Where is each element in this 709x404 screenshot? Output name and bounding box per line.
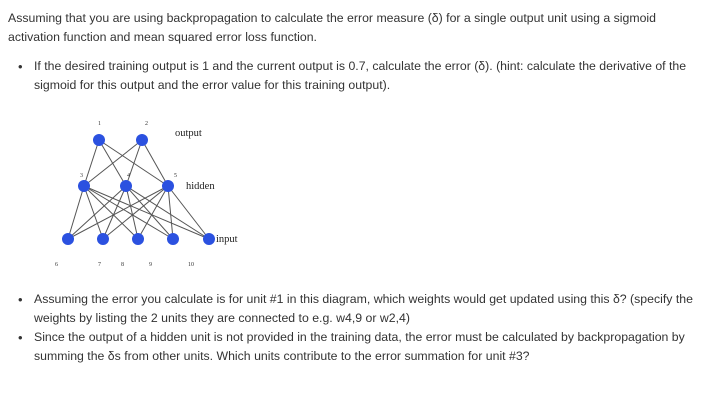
- node-numbers: [55, 121, 194, 268]
- node-6: [62, 233, 74, 245]
- node-number-4: 4: [127, 173, 130, 179]
- layer-labels: [175, 128, 238, 245]
- node-number-7: 7: [98, 262, 101, 268]
- node-number-2: 2: [145, 121, 148, 127]
- question-item: [0, 328, 709, 366]
- node-number-3: 3: [80, 173, 83, 179]
- layer-label-hidden: hidden: [186, 181, 215, 192]
- node-8: [132, 233, 144, 245]
- network-svg: [40, 113, 260, 273]
- bullet-icon: •: [18, 292, 23, 307]
- node-7: [97, 233, 109, 245]
- node-4: [120, 180, 132, 192]
- question-list-bottom: [0, 290, 709, 366]
- layer-label-input: input: [216, 234, 238, 245]
- node-number-5: 5: [174, 173, 177, 179]
- bullet-icon: •: [18, 330, 23, 345]
- node-number-8: 8: [121, 262, 124, 268]
- node-5: [162, 180, 174, 192]
- question-text: Since the output of a hidden unit is not provided in the training data, the error must be calculated by backpropagation by summing the δs from other units. Which units contribute to the error summation for unit #3?: [34, 330, 685, 363]
- question-item: [0, 57, 709, 95]
- layer-label-output: output: [175, 128, 202, 139]
- node-9: [167, 233, 179, 245]
- intro-paragraph: Assuming that you are using backpropagation to calculate the error measure (δ) for a single output unit using a sigmoid activation function and mean squared error loss function.: [8, 11, 657, 44]
- question-list-top: [0, 57, 709, 95]
- question-text: If the desired training output is 1 and the current output is 0.7, calculate the error (δ). (hint: calculate the derivative of the sigmoid for this output and the error value for this training output).: [34, 59, 687, 92]
- bullet-icon: •: [18, 59, 23, 74]
- node-number-10: 10: [188, 262, 194, 268]
- node-3: [78, 180, 90, 192]
- node-10: [203, 233, 215, 245]
- node-number-9: 9: [149, 262, 152, 268]
- node-number-6: 6: [55, 262, 58, 268]
- neural-network-diagram: [40, 113, 260, 278]
- node-number-1: 1: [98, 121, 101, 127]
- node-1: [93, 134, 105, 146]
- node-2: [136, 134, 148, 146]
- question-item: [0, 290, 709, 328]
- question-text: Assuming the error you calculate is for unit #1 in this diagram, which weights would get updated using this δ? (specify the weights by listing the 2 units they are connected to e.g. w4,9 or w2,4): [34, 292, 693, 325]
